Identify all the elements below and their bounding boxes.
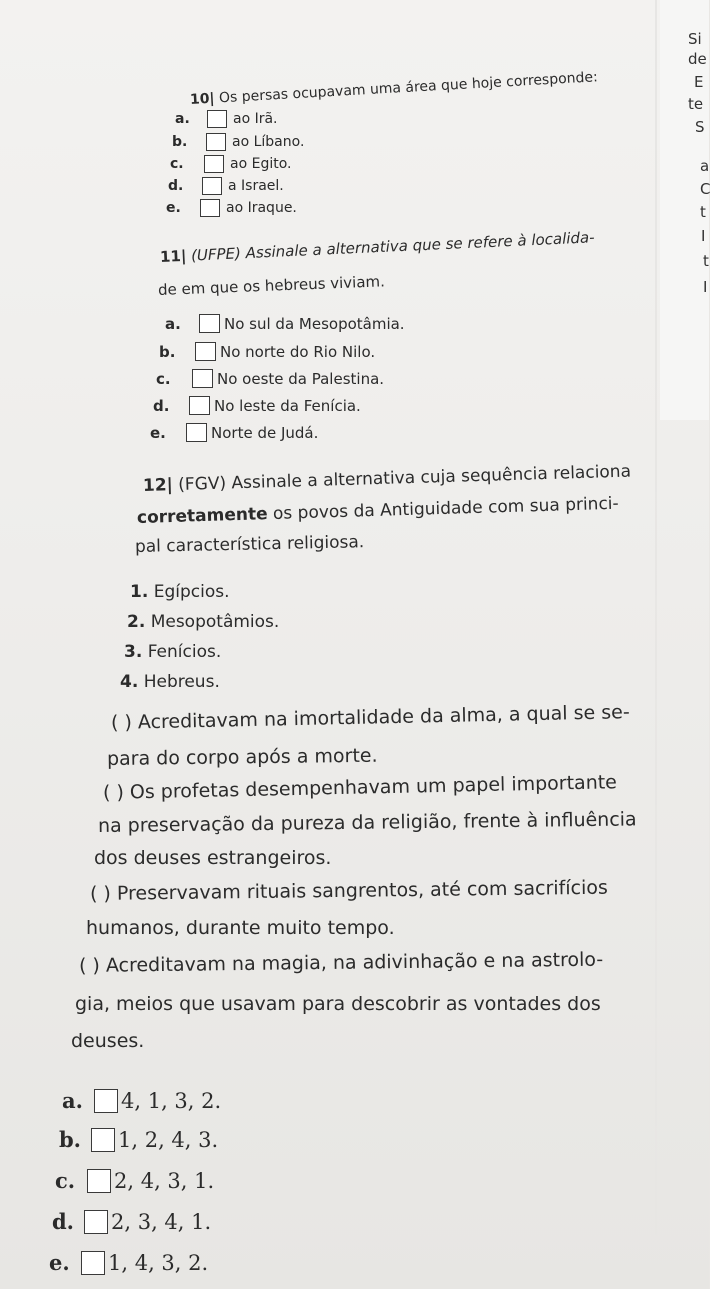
question-number: 10| (189, 90, 216, 108)
option-text: 4, 1, 3, 2. (121, 1088, 222, 1113)
option-letter: a. (165, 314, 181, 333)
edge-fragment: I (703, 278, 708, 296)
edge-fragment: Si (688, 30, 702, 48)
question-source: (UFPE) (190, 244, 242, 265)
q10-option-d[interactable] (168, 177, 284, 195)
option-letter: d. (168, 178, 184, 194)
option-text: a Israel. (228, 178, 284, 194)
q10-option-e[interactable] (166, 199, 297, 217)
option-text: No leste da Fenícia. (214, 396, 361, 415)
q12-option-b[interactable] (59, 1127, 218, 1152)
checkbox[interactable] (189, 396, 210, 415)
question-text: pal característica religiosa. (134, 532, 365, 557)
checkbox[interactable] (206, 133, 226, 151)
option-text: No sul da Mesopotâmia. (224, 314, 405, 333)
q11-option-b[interactable] (159, 342, 375, 361)
q11-option-d[interactable] (153, 396, 361, 415)
question-source: (FGV) (177, 473, 227, 495)
people-item: 3. Fenícios. (124, 642, 222, 662)
checkbox[interactable] (200, 199, 220, 217)
question-number: 11| (159, 246, 187, 266)
checkbox[interactable] (87, 1169, 111, 1193)
edge-fragment: S (695, 118, 705, 136)
q11-option-c[interactable] (156, 369, 384, 388)
checkbox[interactable] (204, 155, 224, 173)
option-text: 1, 4, 3, 2. (108, 1250, 209, 1275)
q12-option-e[interactable] (49, 1250, 208, 1275)
q12-option-c[interactable] (55, 1168, 214, 1193)
q12-option-a[interactable] (62, 1088, 221, 1113)
option-text: 1, 2, 4, 3. (118, 1127, 219, 1152)
statement-1-cont: para do corpo após a morte. (106, 744, 378, 770)
edge-fragment: t (703, 252, 709, 270)
edge-fragment: te (688, 95, 704, 113)
statement-2: ( ) Os profetas desempenhavam um papel importante (102, 771, 618, 804)
question-text: de em que os hebreus viviam. (157, 272, 386, 299)
option-letter: b. (172, 134, 188, 150)
checkbox[interactable] (91, 1128, 115, 1152)
option-text: ao Líbano. (232, 134, 305, 150)
q10-option-b[interactable] (172, 133, 304, 151)
statement-3-cont: humanos, durante muito tempo. (86, 917, 395, 939)
question-number: 12| (142, 475, 174, 496)
checkbox[interactable] (94, 1089, 118, 1113)
question-10-prompt (190, 69, 599, 108)
q11-option-a[interactable] (165, 314, 405, 333)
emphasis-word: corretamente (136, 504, 268, 528)
answer-blank[interactable]: ( ) (110, 711, 133, 734)
option-text: ao Irã. (233, 111, 278, 127)
question-12-prompt-line3 (135, 532, 365, 557)
option-letter: c. (156, 369, 171, 388)
edge-fragment: de (688, 50, 707, 68)
option-letter: e. (150, 423, 166, 442)
statement-4-cont: gia, meios que usavam para descobrir as vontades dos (75, 993, 601, 1015)
option-letter: c. (55, 1168, 76, 1193)
checkbox[interactable] (202, 177, 222, 195)
answer-blank[interactable]: ( ) (102, 781, 125, 804)
statement-1: ( ) Acreditavam na imortalidade da alma, a qual se se- (110, 701, 630, 734)
question-12-prompt (143, 462, 632, 496)
option-text: Norte de Judá. (211, 423, 319, 442)
option-text: 2, 3, 4, 1. (111, 1209, 212, 1234)
q10-option-a[interactable] (175, 110, 278, 128)
statement-2-cont: na preservação da pureza da religião, frente à influência (97, 808, 637, 837)
checkbox[interactable] (186, 423, 207, 442)
statement-2-cont2: dos deuses estrangeiros. (94, 847, 332, 869)
edge-fragment: a (700, 157, 710, 175)
statement-4: ( ) Acreditavam na magia, na adivinhação e na astrolo- (78, 948, 604, 977)
checkbox[interactable] (192, 369, 213, 388)
statement-4-cont2: deuses. (71, 1030, 145, 1052)
checkbox[interactable] (84, 1210, 108, 1234)
option-text: 2, 4, 3, 1. (114, 1168, 215, 1193)
checkbox[interactable] (81, 1251, 105, 1275)
answer-blank[interactable]: ( ) (78, 954, 101, 977)
option-letter: e. (166, 200, 181, 216)
page-fold (655, 0, 657, 1289)
question-text: os povos da Antiguidade com sua princi- (272, 493, 619, 524)
option-letter: b. (59, 1127, 81, 1152)
q10-option-c[interactable] (170, 155, 291, 173)
option-text: No norte do Rio Nilo. (220, 342, 376, 361)
question-text: Assinale a alternativa cuja sequência relaciona (231, 461, 632, 494)
question-12-prompt-line2 (137, 494, 619, 528)
q12-option-d[interactable] (52, 1209, 211, 1234)
edge-fragment: C (700, 180, 710, 198)
question-11-prompt (160, 228, 595, 266)
option-letter: d. (52, 1209, 74, 1234)
checkbox[interactable] (195, 342, 216, 361)
statement-3: ( ) Preservavam rituais sangrentos, até com sacrifícios (89, 876, 608, 905)
edge-fragment: E (694, 73, 704, 91)
option-letter: a. (175, 111, 190, 127)
option-letter: c. (170, 156, 184, 172)
people-item: 4. Hebreus. (120, 672, 220, 692)
option-letter: a. (62, 1088, 83, 1113)
people-item: 1. Egípcios. (130, 582, 230, 602)
checkbox[interactable] (199, 314, 220, 333)
checkbox[interactable] (207, 110, 227, 128)
question-text: Assinale a alternativa que se refere à localida- (245, 228, 595, 263)
option-letter: d. (153, 396, 170, 415)
option-letter: b. (159, 342, 176, 361)
option-letter: e. (49, 1250, 70, 1275)
option-text: ao Egito. (230, 156, 292, 172)
question-11-prompt-cont (158, 272, 386, 299)
q11-option-e[interactable] (150, 423, 318, 442)
edge-fragment: I (701, 227, 706, 245)
option-text: ao Iraque. (226, 200, 297, 216)
answer-blank[interactable]: ( ) (89, 882, 112, 905)
edge-fragment: t (700, 203, 706, 221)
option-text: No oeste da Palestina. (217, 369, 385, 388)
people-item: 2. Mesopotâmios. (127, 612, 280, 632)
question-text: Os persas ocupavam uma área que hoje corresponde: (218, 69, 599, 107)
